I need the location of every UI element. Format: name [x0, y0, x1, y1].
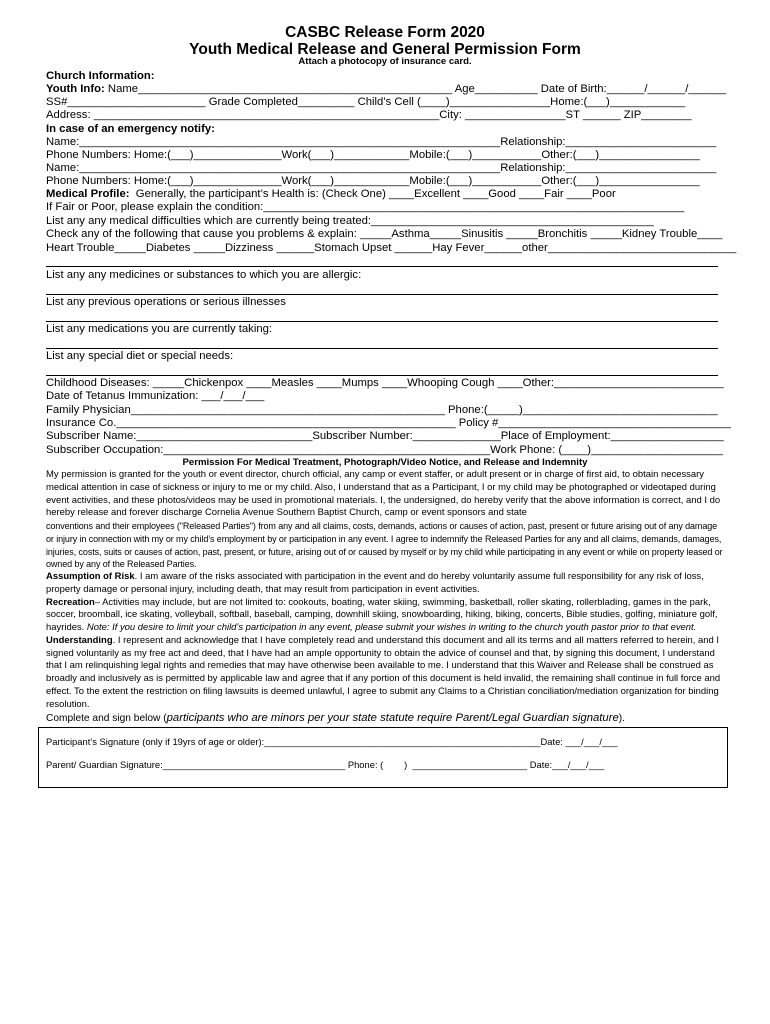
fair-poor-explain-line[interactable]: If Fair or Poor, please explain the condition:___________________________________________________________________	[46, 201, 685, 213]
participant-signature-line[interactable]: Participant’s Signature (only if 19yrs of age or older):_____________________________________________________Date: ___/___/___	[46, 736, 618, 747]
form-subtitle: Youth Medical Release and General Permission Form	[189, 41, 581, 58]
childhood-diseases-line[interactable]: Childhood Diseases: _____Chickenpox ____Measles ____Mumps ____Whooping Cough ____Other:___________________________	[46, 377, 724, 389]
medications-answer-line[interactable]	[46, 348, 718, 349]
medications-label: List any medications you are currently taking:	[46, 323, 273, 335]
health-check-options: Generally, the participant’s Health is: (Check One) ____Excellent ____Good ____Fair ____Poor	[129, 188, 616, 200]
diet-label: List any special diet or special needs:	[46, 350, 234, 362]
medical-permission-paragraph: My permission is granted for the youth or event director, church official, any camp or event staffer, or adult present or in charge of first aid, to obtain necessary medical attention in case of sickness or injury to me or my child. Also, I understand that as a Participant, I or my child may be photographed or videotaped during event activities, and these photos/videos may be used in promotional materials. I, the undersigned, do hereby verify that the above information is correct, and I do hereby release and forever discharge Cornelia Avenue Southern Baptist Church, camp or event sponsors and state	[46, 469, 721, 519]
medical-profile-line[interactable]	[46, 189, 616, 200]
emergency-contact-2-name[interactable]: Name:___________________________________________________________________Relationship:________________________	[46, 162, 717, 174]
diet-answer-line[interactable]	[46, 375, 718, 376]
youth-info-line[interactable]	[46, 84, 726, 95]
ssn-grade-phone-line[interactable]: SS#______________________ Grade Completed_________ Child’s Cell (____)________________Home:(___)____________	[46, 96, 686, 108]
medical-difficulties-line[interactable]: List any any medical difficulties which are currently being treated:_____________________________________________	[46, 215, 654, 227]
occupation-line[interactable]: Subscriber Occupation:____________________________________________________Work Phone: (____)_____________________	[46, 444, 723, 456]
complete-and-sign-instruction: Complete and sign below (participants who are minors per your state statute require Parent/Legal Guardian signature).	[46, 712, 625, 725]
emergency-contact-1-name[interactable]: Name:___________________________________________________________________Relationship:________________________	[46, 136, 717, 148]
understanding-paragraph: Understanding. I represent and acknowledge that I have completely read and understand this document and all its terms and all matters referred to herein, and I signed voluntarily as my free act and deed, that I have had an ample opportunity to obtain the advice of counsel and that, by signing this document, I understand that I am relinquishing legal rights and remedies that may have otherwise been available to me. I understand that this Waiver and Release shall be construed as broadly and inclusively as is permitted by applicable law and agree that if any portion of this document is held invalid, the remaining shall continue in full force and effect. To the extent the restriction on filing lawsuits is deemed unlawful, I agree to submit any Claims to a Christian conciliation/mediation organization for binding resolution.	[46, 634, 721, 710]
parent-guardian-signature-line[interactable]: Parent/ Guardian Signature:___________________________________ Phone: ( ) ______________________ Date:___/___/___	[46, 759, 605, 770]
allergies-answer-line[interactable]	[46, 294, 718, 295]
recreation-paragraph: Recreation– Activities may include, but are not limited to: cookouts, boating, water skiing, swimming, basketball, roller skating, rollerblading, games in the park, soccer, broomball, ice skating, volleyball, softball, baseball, camping, downhill skiing, snowboarding, hiking, biking, concerts, Bible studies, golfing, miniature golf, hayrides. Note: If you desire to limit your child’s participation in any event, please submit your wishes in writing to the church youth pastor prior to that event.	[46, 596, 718, 633]
guardian-signature-requirement: participants who are minors per your state statute require Parent/Legal Guardian signature	[166, 712, 619, 725]
permission-body	[46, 469, 724, 726]
recreation-label: Recreation	[46, 596, 95, 608]
conditions-check-line[interactable]: Check any of the following that cause you problems & explain: _____Asthma_____Sinusitis _____Bronchitis _____Kidney Trouble____	[46, 228, 723, 240]
allergies-label: List any any medicines or substances to which you are allergic:	[46, 269, 362, 281]
blank-answer-line[interactable]	[46, 266, 718, 267]
youth-info-fields: Name__________________________________________________ Age__________ Date of Birth:______/______/______	[104, 83, 727, 95]
permission-heading: Permission For Medical Treatment, Photograph/Video Notice, and Release and Indemnity	[182, 457, 588, 468]
release-indemnity-paragraph: conventions and their employees ("Released Parties") from any and all claims, costs, demands, actions or causes of action, past, present or future arising out of any damage or injury in connection with my or my child’s employment by or participation in any event. I agree to indemnify the Released Parties for any and all claims, demands, damages, injuries, costs, suits or causes of action, past, present, or future, arising out of or caused by myself or by my child while participating in any event or while on property leased or owned by any of the Released Parties.	[46, 521, 723, 570]
form-title: CASBC Release Form 2020	[285, 24, 485, 41]
subscriber-line[interactable]: Subscriber Name:____________________________Subscriber Number:______________Place of Employment:__________________	[46, 430, 724, 442]
operations-label: List any previous operations or serious illnesses	[46, 296, 286, 308]
emergency-contact-1-phones[interactable]: Phone Numbers: Home:(___)______________Work(___)____________Mobile:(___)___________Other:(___)________________	[46, 149, 700, 161]
address-line[interactable]: Address: _______________________________________________________City: ________________ST ______ ZIP________	[46, 109, 692, 121]
understanding-label: Understanding	[46, 634, 113, 646]
assumption-of-risk-label: Assumption of Risk	[46, 571, 135, 582]
tetanus-date-line[interactable]: Date of Tetanus Immunization: ___/___/___	[46, 390, 265, 402]
conditions-check-line-2[interactable]: Heart Trouble_____Diabetes _____Dizziness ______Stomach Upset ______Hay Fever______other______________________________	[46, 242, 737, 254]
insurance-line[interactable]: Insurance Co.______________________________________________________ Policy #_____________________________________	[46, 417, 731, 429]
emergency-contact-2-phones[interactable]: Phone Numbers: Home:(___)______________Work(___)____________Mobile:(___)___________Other:(___)________________	[46, 175, 700, 187]
assumption-of-risk-paragraph: Assumption of Risk. I am aware of the risks associated with participation in the event and do hereby voluntarily assume full responsibility for any risk of loss, property damage or personal injury, including death, that may result from participation in event activities.	[46, 571, 704, 595]
emergency-heading: In case of an emergency notify:	[46, 123, 215, 135]
family-physician-line[interactable]: Family Physician__________________________________________________ Phone:(_____)_______________________________	[46, 404, 718, 416]
youth-info-label: Youth Info:	[46, 83, 105, 95]
insurance-card-note: Attach a photocopy of insurance card.	[298, 56, 472, 67]
church-information-heading: Church Information:	[46, 70, 155, 82]
operations-answer-line[interactable]	[46, 321, 718, 322]
recreation-note: Note: If you desire to limit your child’s participation in any event, please submit your wishes in writing to the church youth pastor prior to that event.	[86, 622, 697, 633]
medical-profile-label: Medical Profile:	[46, 188, 130, 200]
